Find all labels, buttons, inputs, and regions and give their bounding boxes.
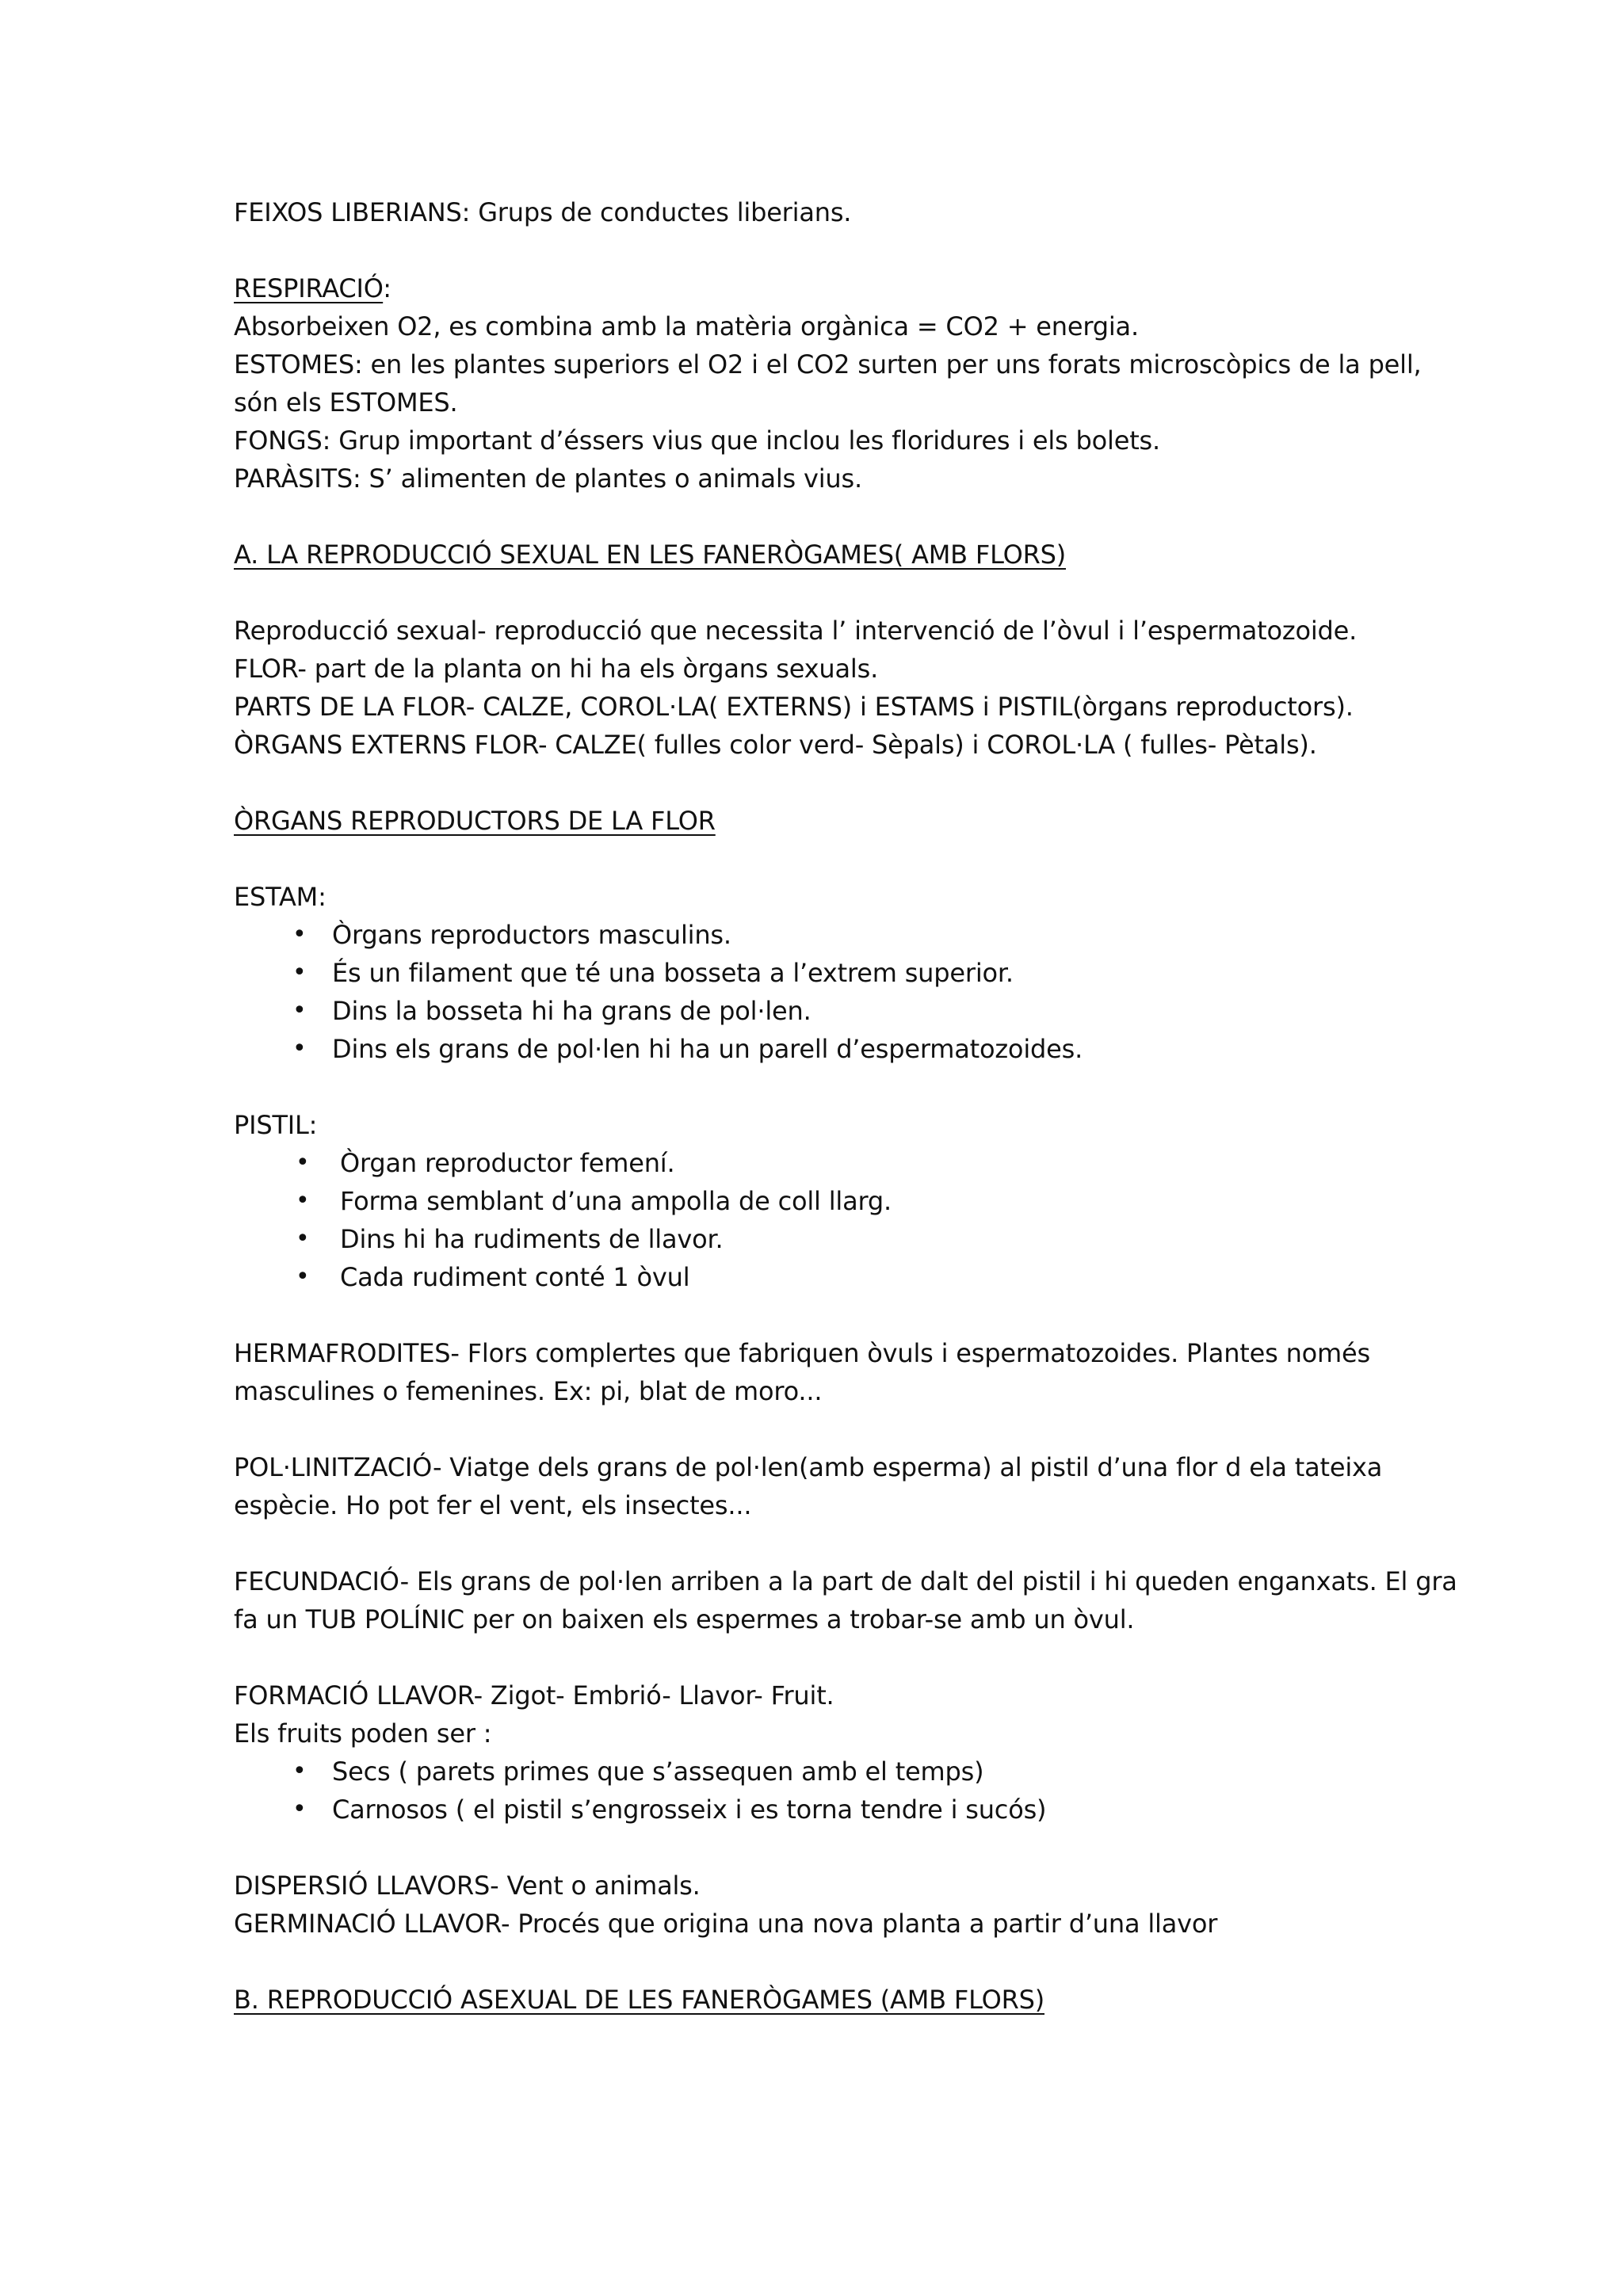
list-item-text: Dins hi ha rudiments de llavor. (340, 1224, 724, 1254)
list-item-text: Dins els grans de pol·len hi ha un parell d’espermatozoides. (332, 1034, 1083, 1064)
bullet-icon: • (296, 1225, 310, 1253)
estam-label: ESTAM: (234, 882, 327, 912)
respiracio-colon: : (383, 273, 391, 303)
list-item-text: Dins la bosseta hi ha grans de pol·len. (332, 996, 812, 1026)
organs-externs-line: ÒRGANS EXTERNS FLOR- CALZE( fulles color verd- Sèpals) i COROL·LA ( fulles- Pètals). (234, 730, 1317, 760)
list-item (234, 1791, 1502, 1829)
bullet-icon: • (296, 1263, 310, 1291)
list-item (234, 1258, 1502, 1296)
list-item (234, 954, 1502, 992)
list-item-text: Carnosos ( el pistil s’engrosseix i es torna tendre i sucós) (332, 1794, 1047, 1825)
organs-heading: ÒRGANS REPRODUCTORS DE LA FLOR (234, 806, 716, 836)
respiracio-heading-line (234, 269, 1502, 307)
bullet-icon: • (292, 921, 307, 948)
respiracio-heading: RESPIRACIÓ (234, 273, 384, 303)
list-item (234, 992, 1502, 1030)
formacio-line: FORMACIÓ LLAVOR- Zigot- Embrió- Llavor- Fruit. (234, 1680, 834, 1711)
list-item (234, 916, 1502, 954)
document-body (234, 193, 1502, 2019)
fecundacio-line: FECUNDACIÓ- Els grans de pol·len arriben a la part de dalt del pistil i hi queden enganxats. El gra (234, 1566, 1457, 1596)
pollinitzacio-line-cont: espècie. Ho pot fer el vent, els insectes... (234, 1490, 752, 1520)
list-item-text: Òrgan reproductor femení. (340, 1148, 675, 1178)
list-item (234, 1144, 1502, 1182)
bullet-icon: • (296, 1187, 310, 1215)
list-item-text: Secs ( parets primes que s’assequen amb el temps) (332, 1756, 984, 1787)
list-item-text: Forma semblant d’una ampolla de coll llarg. (340, 1186, 892, 1216)
fecundacio-line-cont: fa un TUB POLÍNIC per on baixen els espermes a trobar-se amb un òvul. (234, 1604, 1135, 1634)
fruits-line: Els fruits poden ser : (234, 1718, 492, 1749)
fruits-list (234, 1753, 1502, 1829)
reproduccio-sexual-line: Reproducció sexual- reproducció que necessita l’ intervenció de l’òvul i l’espermatozoide. (234, 616, 1358, 646)
list-item (234, 1030, 1502, 1068)
list-item (234, 1753, 1502, 1791)
parasits-line: PARÀSITS: S’ alimenten de plantes o animals vius. (234, 463, 862, 494)
pistil-list (234, 1144, 1502, 1296)
hermafrodites-line: HERMAFRODITES- Flors complertes que fabriquen òvuls i espermatozoides. Plantes només (234, 1338, 1370, 1368)
bullet-icon: • (292, 1035, 307, 1062)
bullet-icon: • (296, 1149, 310, 1177)
bullet-icon: • (292, 959, 307, 986)
flor-line: FLOR- part de la planta on hi ha els òrgans sexuals. (234, 654, 879, 684)
hermafrodites-line-cont: masculines o femenines. Ex: pi, blat de moro... (234, 1376, 823, 1406)
feixos-definition: FEIXOS LIBERIANS: Grups de conductes liberians. (234, 197, 852, 227)
section-b-heading: B. REPRODUCCIÓ ASEXUAL DE LES FANERÒGAMES (AMB FLORS) (234, 1985, 1044, 2015)
estomes-line: ESTOMES: en les plantes superiors el O2 i el CO2 surten per uns forats microscòpics de la pell, (234, 349, 1422, 379)
estam-list (234, 916, 1502, 1068)
bullet-icon: • (292, 1757, 307, 1785)
fongs-line: FONGS: Grup important d’éssers vius que inclou les floridures i els bolets. (234, 425, 1161, 456)
list-item (234, 1220, 1502, 1258)
list-item-text: Cada rudiment conté 1 òvul (340, 1262, 690, 1292)
list-item-text: És un filament que té una bosseta a l’extrem superior. (332, 958, 1014, 988)
list-item (234, 1182, 1502, 1220)
pistil-label: PISTIL: (234, 1110, 318, 1140)
section-a-heading: A. LA REPRODUCCIÓ SEXUAL EN LES FANERÒGAMES( AMB FLORS) (234, 540, 1067, 570)
list-item-text: Òrgans reproductors masculins. (332, 920, 731, 950)
estomes-line-cont: són els ESTOMES. (234, 387, 458, 418)
germinacio-line: GERMINACIÓ LLAVOR- Procés que origina una nova planta a partir d’una llavor (234, 1909, 1218, 1939)
parts-flor-line: PARTS DE LA FLOR- CALZE, COROL·LA( EXTERNS) i ESTAMS i PISTIL(òrgans reproductors). (234, 692, 1354, 722)
respiracio-line: Absorbeixen O2, es combina amb la matèria orgànica = CO2 + energia. (234, 311, 1139, 341)
pollinitzacio-line: POL·LINITZACIÓ- Viatge dels grans de pol·len(amb esperma) al pistil d’una flor d ela tateixa (234, 1452, 1383, 1482)
bullet-icon: • (292, 1795, 307, 1823)
dispersio-line: DISPERSIÓ LLAVORS- Vent o animals. (234, 1871, 701, 1901)
bullet-icon: • (292, 997, 307, 1024)
